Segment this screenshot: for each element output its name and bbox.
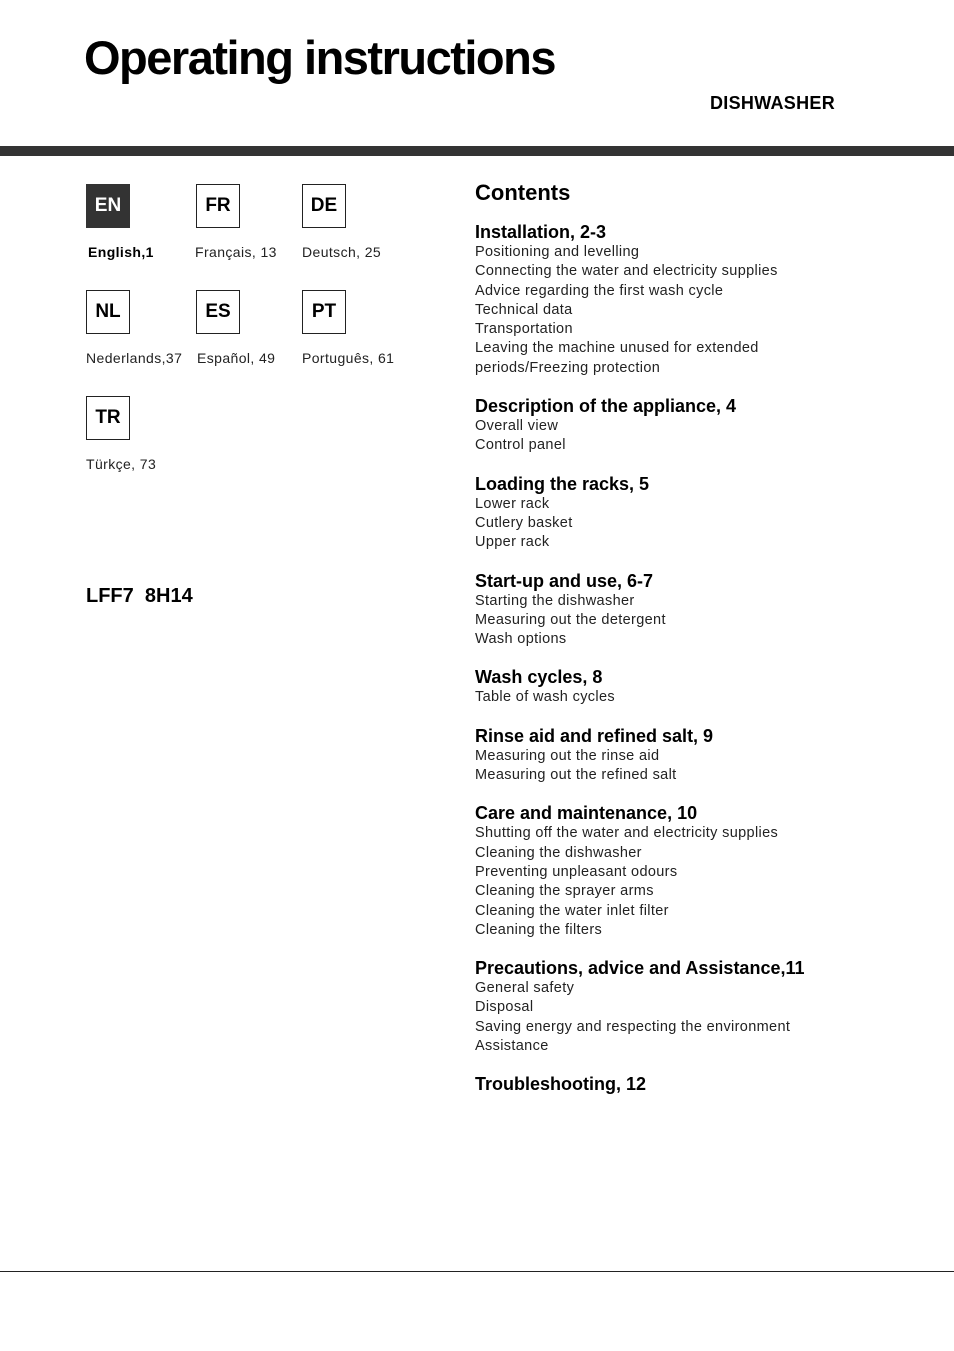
list-item: Preventing unpleasant odours (475, 863, 678, 880)
section-title: Description of the appliance, 4 (475, 396, 737, 417)
contents-section (475, 571, 915, 650)
product-type: DISHWASHER (709, 93, 835, 113)
list-item: Wash options (475, 631, 567, 648)
contents-section (475, 474, 915, 553)
list-item: Upper rack (475, 534, 550, 551)
section-title: Troubleshooting, 12 (475, 1074, 647, 1095)
list-item: Table of wash cycles (475, 689, 615, 706)
table-of-contents (475, 180, 915, 1113)
list-item: periods/Freezing protection (475, 359, 661, 376)
section-items (475, 688, 915, 707)
section-title: Rinse aid and refined salt, 9 (475, 725, 714, 746)
list-item: Cleaning the filters (475, 921, 603, 938)
list-item: Cutlery basket (475, 514, 573, 531)
language-label: Nederlands,37 (86, 350, 183, 366)
list-item: Positioning and levelling (475, 244, 640, 260)
list-item: Saving energy and respecting the environment (475, 1018, 791, 1035)
section-title: Installation, 2-3 (475, 222, 607, 242)
list-item: Leaving the machine unused for extended (475, 340, 759, 357)
section-title: Wash cycles, 8 (475, 667, 603, 688)
section-items (475, 243, 915, 378)
contents-section (475, 1074, 915, 1095)
list-item: Overall view (475, 418, 559, 435)
contents-section (475, 667, 915, 707)
contents-sections (475, 222, 915, 1095)
section-items (475, 495, 915, 553)
list-item: Cleaning the water inlet filter (475, 902, 669, 919)
list-item: Connecting the water and electricity supplies (475, 263, 778, 280)
list-item: Measuring out the detergent (475, 611, 666, 628)
language-code[interactable]: FR (196, 184, 240, 228)
list-item: Starting the dishwasher (475, 592, 635, 609)
language-option-de[interactable] (302, 184, 452, 260)
list-item: General safety (475, 980, 575, 997)
language-label: Français, 13 (195, 244, 277, 260)
language-code[interactable]: EN (86, 184, 130, 228)
contents-section (475, 958, 915, 1056)
language-code[interactable]: ES (196, 290, 240, 334)
contents-section (475, 803, 915, 940)
contents-section (475, 222, 915, 378)
language-label: Deutsch, 25 (302, 244, 382, 260)
contents-heading: Contents (475, 180, 571, 205)
list-item: Advice regarding the first wash cycle (475, 282, 724, 299)
list-item: Cleaning the sprayer arms (475, 883, 654, 900)
section-title: Care and maintenance, 10 (475, 803, 698, 824)
language-label: Türkçe, 73 (86, 456, 157, 472)
list-item: Technical data (475, 301, 573, 318)
section-title: Start-up and use, 6-7 (475, 570, 654, 591)
language-option-tr[interactable] (86, 396, 236, 472)
contents-section (475, 396, 915, 456)
footer-divider (0, 1271, 954, 1272)
list-item: Disposal (475, 999, 534, 1016)
list-item: Cleaning the dishwasher (475, 844, 642, 861)
section-items (475, 592, 915, 650)
section-title: Precautions, advice and Assistance,11 (475, 958, 805, 979)
language-code[interactable]: PT (302, 290, 346, 334)
list-item: Measuring out the refined salt (475, 767, 677, 784)
language-label: Português, 61 (302, 350, 395, 366)
language-code[interactable]: NL (86, 290, 130, 334)
contents-section (475, 726, 915, 786)
list-item: Transportation (475, 321, 573, 338)
language-code[interactable]: TR (86, 396, 130, 440)
section-items (475, 417, 915, 456)
header-divider (0, 146, 954, 156)
section-items (475, 747, 915, 786)
list-item: Control panel (475, 437, 566, 454)
page-title: Operating instructions (84, 31, 555, 84)
model-number: LFF7 8H14 (86, 585, 193, 607)
section-items (475, 824, 915, 940)
language-label: English,1 (88, 244, 154, 260)
list-item: Assistance (475, 1038, 549, 1055)
language-option-pt[interactable] (302, 290, 452, 366)
language-code[interactable]: DE (302, 184, 346, 228)
section-items (475, 979, 915, 1056)
language-label: Español, 49 (197, 350, 276, 366)
list-item: Measuring out the rinse aid (475, 747, 660, 764)
list-item: Shutting off the water and electricity supplies (475, 825, 779, 842)
section-title: Loading the racks, 5 (475, 473, 650, 494)
list-item: Lower rack (475, 495, 550, 512)
